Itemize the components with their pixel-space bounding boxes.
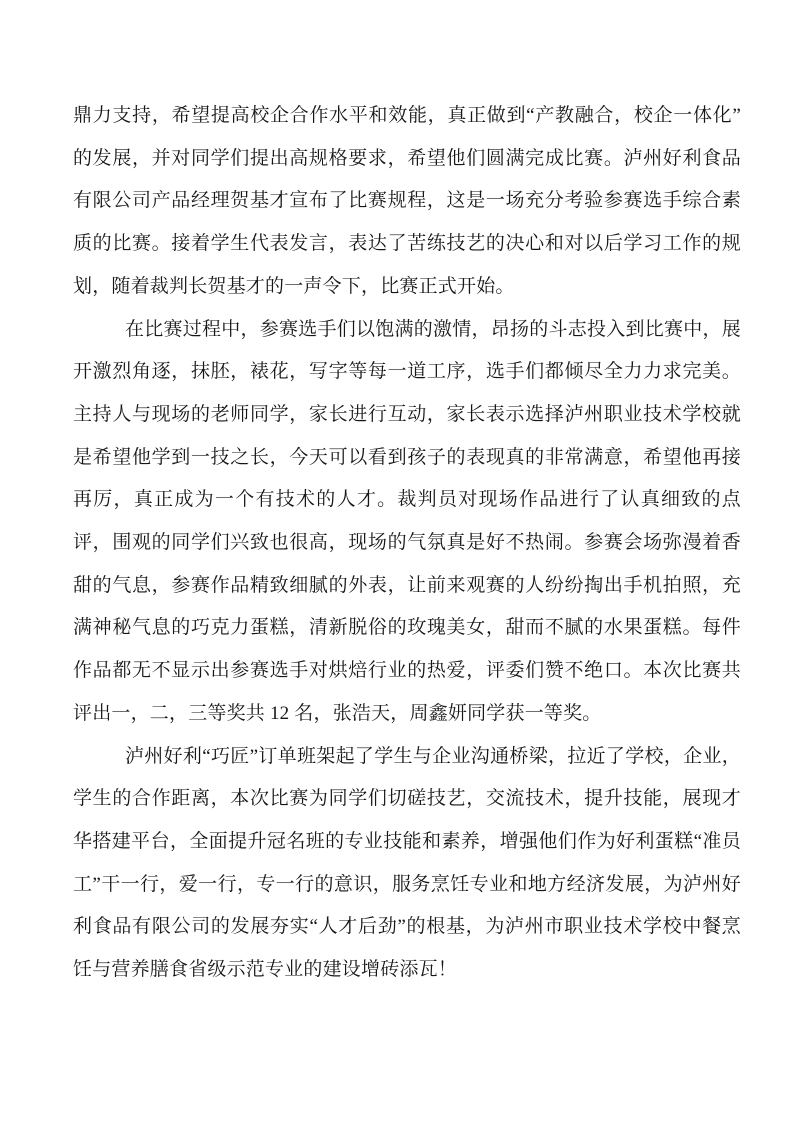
paragraph-2: 在比赛过程中，参赛选手们以饱满的激情，昂扬的斗志投入到比赛中，展开激烈角逐，抹胚，裱花，写字等每一道工序，选手们都倾尽全力力求完美。主持人与现场的老师同学，家长进行互动，家长表示选择泸州职业技术学校就是希望他学到一技之长，今天可以看到孩子的表现真的非常满意，希望他再接再厉，真正成为一个有技术的人才。裁判员对现场作品进行了认真细致的点评，围观的同学们兴致也很高，现场的气氛真是好不热闹。参赛会场弥漫着香甜的气息，参赛作品精致细腻的外表，让前来观赛的人纷纷掏出手机拍照，充满神秘气息的巧克力蛋糕，清新脱俗的玫瑰美女，甜而不腻的水果蛋糕。每件作品都无不显示出参赛选手对烘焙行业的热爱，评委们赞不绝口。本次比赛共评出一，二，三等奖共 12 名，张浩天，周鑫妍同学获一等奖。 — [73, 318, 741, 724]
paragraph-3: 泸州好利“巧匠”订单班架起了学生与企业沟通桥梁，拉近了学校，企业，学生的合作距离，本次比赛为同学们切磋技艺，交流技术，提升技能，展现才华搭建平台，全面提升冠名班的专业技能和素养，增强他们作为好利蛋糕“准员工”干一行，爱一行，专一行的意识，服务烹饪专业和地方经济发展，为泸州好利食品有限公司的发展夯实“人才后劲”的根基，为泸州市职业技术学校中餐烹饪与营养膳食省级示范专业的建设增砖添瓦！ — [73, 745, 741, 981]
paragraph-1: 鼎力支持，希望提高校企合作水平和效能，真正做到“产教融合，校企一体化”的发展，并对同学们提出高规格要求，希望他们圆满完成比赛。泸州好利食品有限公司产品经理贺基才宣布了比赛规程，这是一场充分考验参赛选手综合素质的比赛。接着学生代表发言，表达了苦练技艺的决心和对以后学习工作的规划，随着裁判长贺基才的一声令下，比赛正式开始。 — [73, 105, 741, 297]
document-text-block — [73, 95, 741, 992]
